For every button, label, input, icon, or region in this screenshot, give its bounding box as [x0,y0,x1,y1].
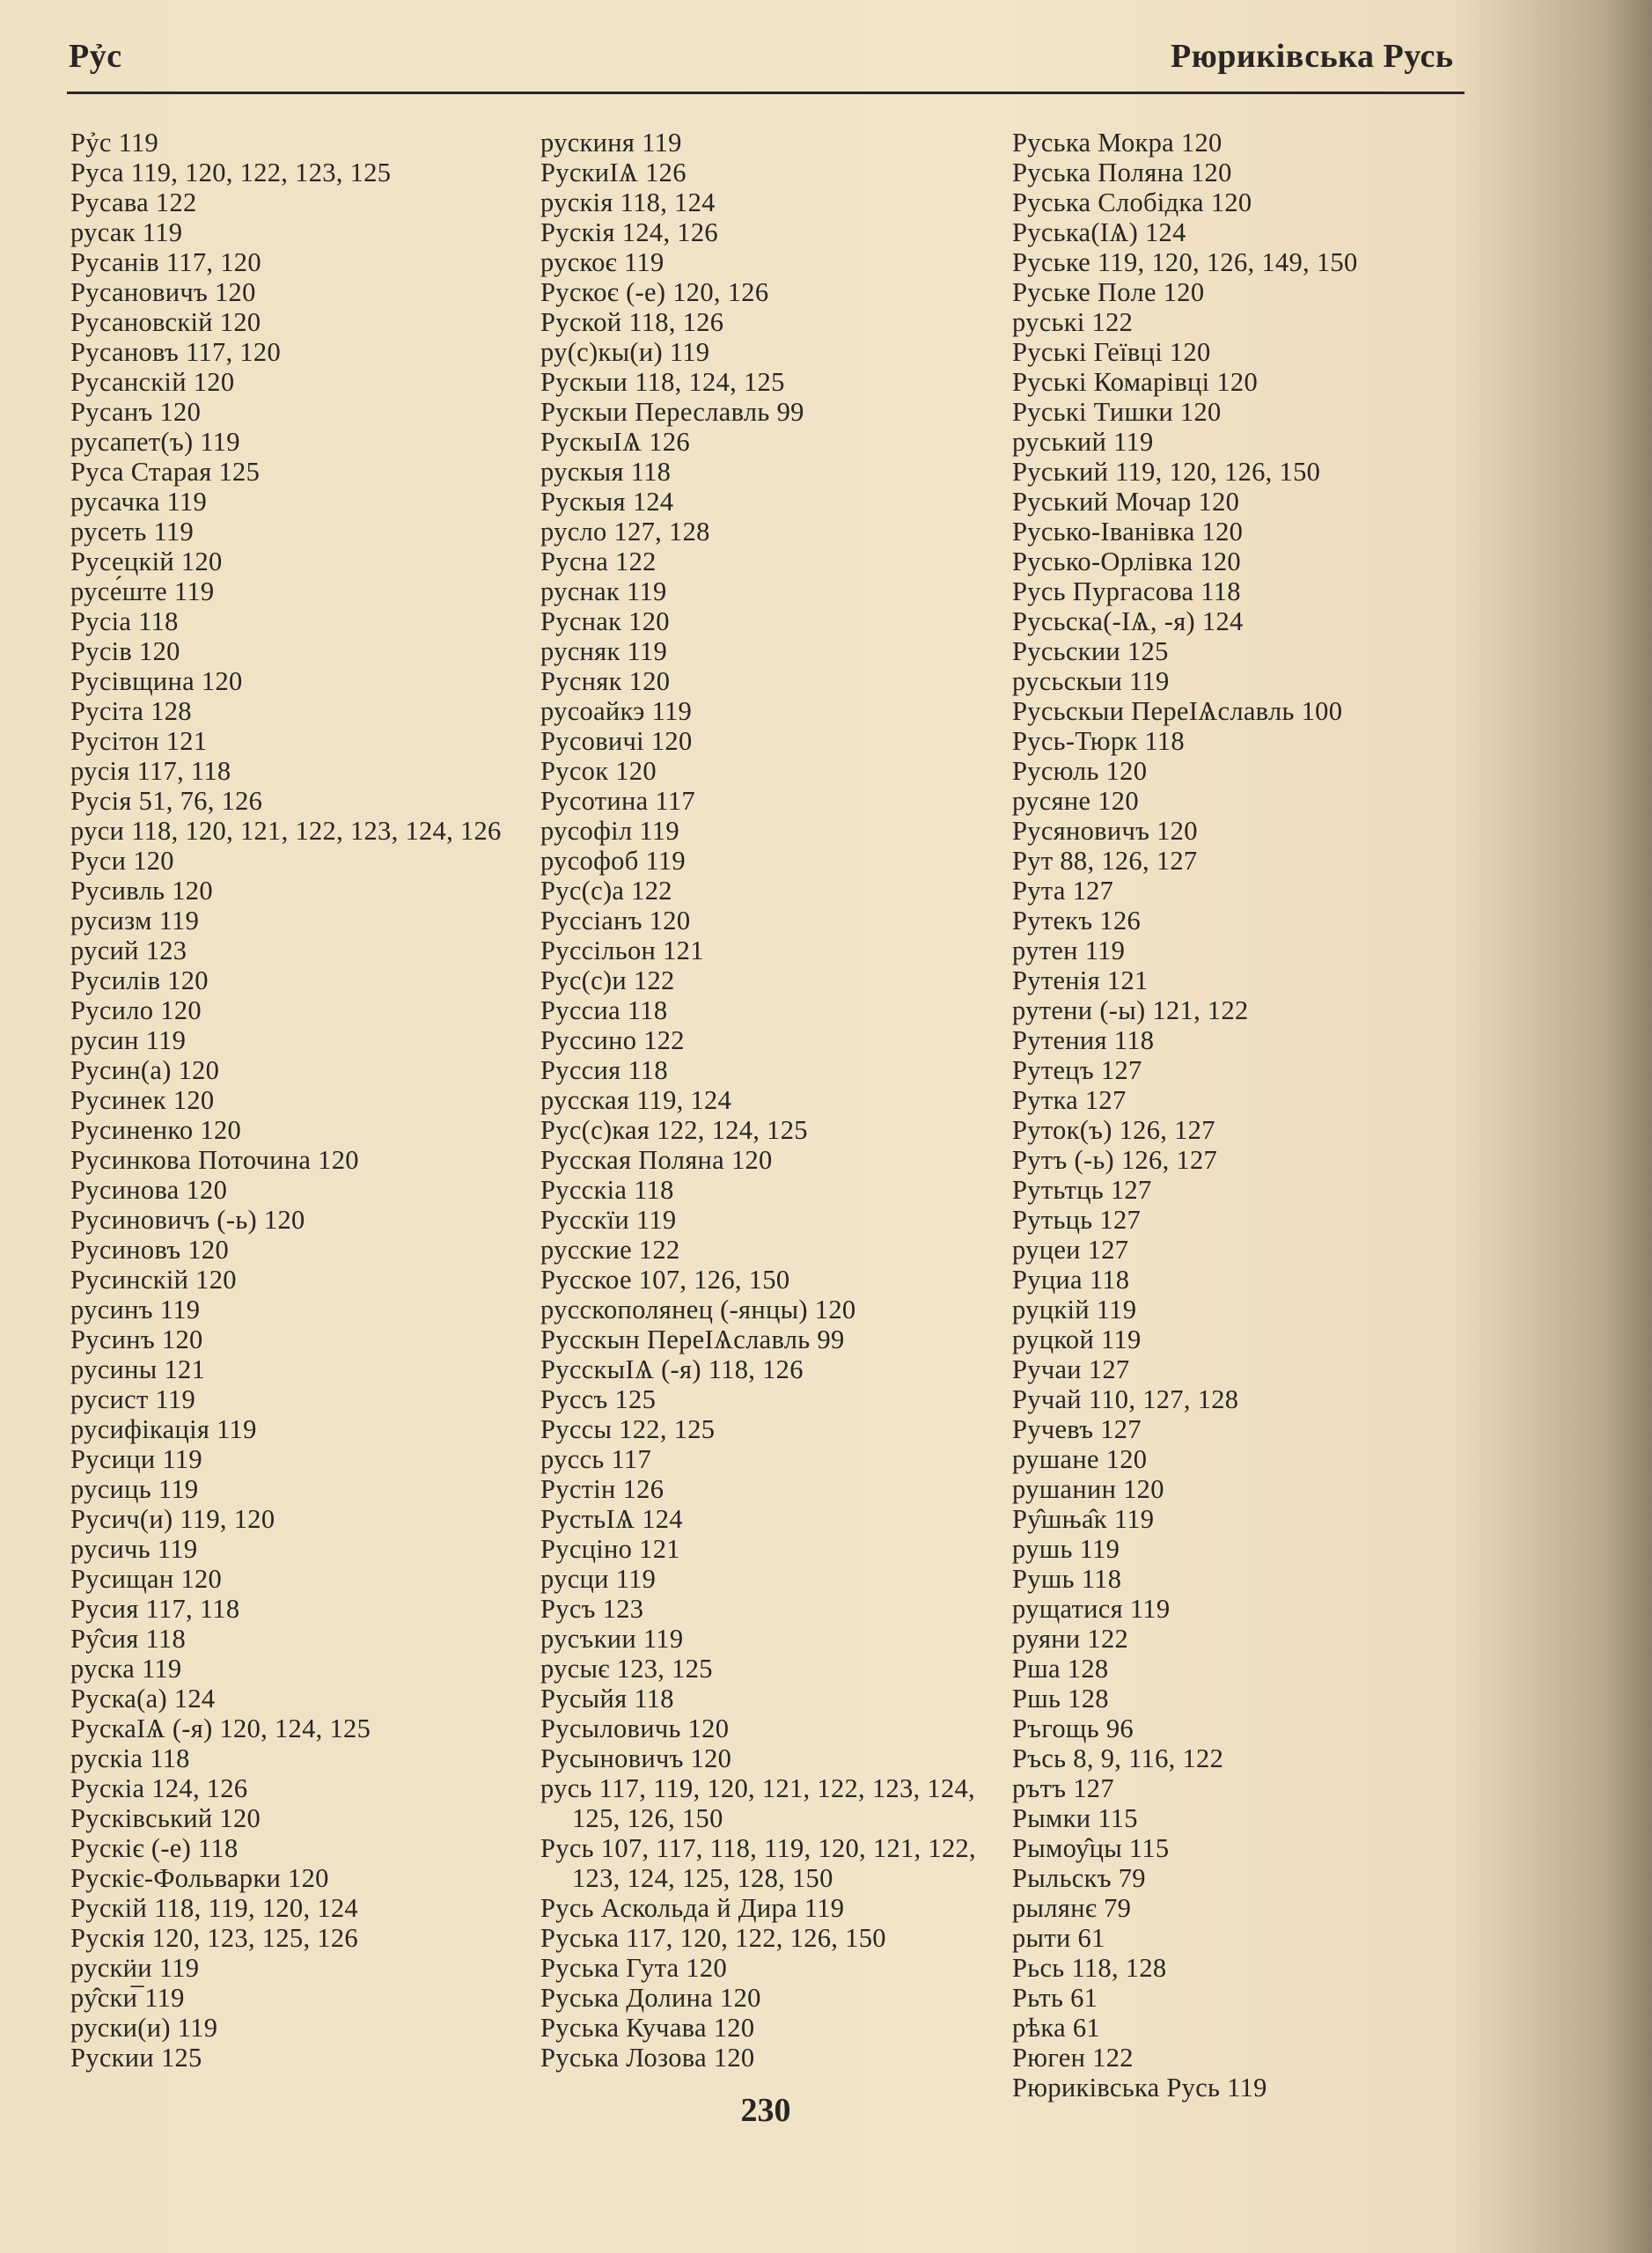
index-entry: Ру̂сия 118 [70,1624,187,1654]
index-entry: Рус(с)а 122 [540,876,672,906]
index-entry: русеть 119 [70,517,195,547]
running-head-right: Рюриківська Русь [1171,38,1454,75]
index-entry: Русское 107, 126, 150 [540,1265,790,1295]
index-entry: РускиІѦ 126 [540,158,686,187]
index-entry: Русановъ 117, 120 [70,337,281,367]
index-entry: русе́ште 119 [70,576,215,606]
index-entry: Русинкова Поточина 120 [70,1145,359,1175]
index-entry: Рыльскъ 79 [1012,1863,1146,1893]
index-entry: Рускіє-Фольварки 120 [70,1863,329,1893]
index-entry: руцеи 127 [1012,1235,1129,1265]
running-head-left: Рỷс [69,38,122,75]
index-entry: Русава 122 [70,187,197,217]
index-entry: рушане 120 [1012,1444,1148,1474]
index-entry: русист 119 [70,1384,196,1414]
index-entry: руські 122 [1012,307,1134,337]
index-entry: Русило 120 [70,995,202,1025]
index-entry: Рутьць 127 [1012,1205,1142,1235]
index-entry: Рюриківська Русь 119 [1012,2073,1267,2103]
index-entry: РустьІѦ 124 [540,1504,683,1534]
index-entry: Рускоє (-е) 120, 126 [540,277,769,307]
index-entry: Рьть 61 [1012,1983,1098,2013]
index-entry: русичь 119 [70,1534,198,1564]
index-entry: рушанин 120 [1012,1474,1164,1504]
index-entry: Русиненко 120 [70,1115,242,1145]
index-entry: Руські Геївці 120 [1012,337,1211,367]
index-entry: РускаІѦ (-я) 120, 124, 125 [70,1714,371,1743]
index-entry: Рушь 118 [1012,1564,1122,1594]
index-entry: Руссъ 125 [540,1384,657,1414]
index-entry: Рутекъ 126 [1012,906,1142,936]
index-entry: Русь 107, 117, 118, 119, 120, 121, 122, 123, 124, 125, 128, 150 [540,1833,976,1893]
index-entry: Русіта 128 [70,696,192,726]
index-entry: Рымки 115 [1012,1803,1138,1833]
index-entry: Русняк 120 [540,666,671,696]
index-entry: рускія 118, 124 [540,187,716,217]
index-entry: Русьска(-ІѦ, -я) 124 [1012,606,1244,636]
index-entry: Рюген 122 [1012,2043,1134,2073]
index-entry: русинъ 119 [70,1295,201,1325]
index-entry: Руські Комарівці 120 [1012,367,1258,397]
index-entry: Русок 120 [540,756,657,786]
index-entry: Русовичі 120 [540,726,693,756]
index-entry: Руссы 122, 125 [540,1414,716,1444]
index-entry: Рускыя 124 [540,487,674,517]
index-entry: Русивль 120 [70,876,213,906]
index-entry: Русици 119 [70,1444,202,1474]
index-entry: Русітон 121 [70,726,208,756]
index-entry: Русия 117, 118 [70,1594,240,1624]
index-entry: русий 123 [70,936,187,965]
index-entry: русофіл 119 [540,816,679,846]
index-entry: Рускія 120, 123, 125, 126 [70,1923,358,1953]
index-entry: Русів 120 [70,636,180,666]
index-entry: Руска(а) 124 [70,1684,216,1714]
index-entry: Русин(а) 120 [70,1055,220,1085]
index-entry: Рỷс 119 [70,128,159,158]
index-entry: руска 119 [70,1654,182,1684]
index-entry: Рускіє (-е) 118 [70,1833,239,1863]
index-entry: РускыІѦ 126 [540,427,690,457]
index-entry: русак 119 [70,217,183,247]
index-entry: русскополянец (-янцы) 120 [540,1295,856,1325]
index-entry: рускӥи 119 [70,1953,200,1983]
index-entry: Русановскій 120 [70,307,261,337]
index-entry: Руська Лозова 120 [540,2043,755,2073]
index-entry: русины 121 [70,1354,206,1384]
index-entry: Русанів 117, 120 [70,247,261,277]
index-entry: русоайкэ 119 [540,696,693,726]
index-entry: Русинова 120 [70,1175,228,1205]
index-entry: Русіа 118 [70,606,179,636]
index-entry: рускыя 118 [540,457,672,487]
index-entry: Рус(с)кая 122, 124, 125 [540,1115,808,1145]
index-entry: Русецкій 120 [70,547,223,576]
index-entry: Русівщина 120 [70,666,243,696]
index-entry: русин 119 [70,1025,187,1055]
index-entry: Русскын ПереІѦславль 99 [540,1325,845,1354]
index-entry: Русъ 123 [540,1594,644,1624]
index-entry: Русиновъ 120 [70,1235,230,1265]
index-entry: Ръсь 8, 9, 116, 122 [1012,1743,1224,1773]
index-entry: русифікація 119 [70,1414,257,1444]
index-entry: Руський 119, 120, 126, 150 [1012,457,1321,487]
index-entry: Рускіа 124, 126 [70,1773,248,1803]
index-entry: Русановичъ 120 [70,277,256,307]
index-entry: Русищан 120 [70,1564,223,1594]
index-entry: Русьскыи ПереІѦславль 100 [1012,696,1343,726]
index-entry: Ручай 110, 127, 128 [1012,1384,1239,1414]
index-entry: руський 119 [1012,427,1154,457]
index-entry: руски(и) 119 [70,2013,218,2043]
index-entry: Руссиа 118 [540,995,668,1025]
index-entry: русиць 119 [70,1474,199,1504]
index-entry: Русько-Орлівка 120 [1012,547,1241,576]
index-entry: Русскіа 118 [540,1175,674,1205]
page-number: 230 [740,2092,791,2129]
index-entry: русъкии 119 [540,1624,684,1654]
index-entry: русняк 119 [540,636,668,666]
index-entry: Русяновичъ 120 [1012,816,1198,846]
index-entry: Руса Старая 125 [70,457,261,487]
index-entry: рускоє 119 [540,247,664,277]
index-entry: Русилів 120 [70,965,209,995]
index-entry: Русотина 117 [540,786,695,816]
index-column-1 [70,128,528,2073]
index-entry: Руской 118, 126 [540,307,724,337]
index-entry: Рутка 127 [1012,1085,1127,1115]
index-entry: Руси 120 [70,846,174,876]
index-entry: ру̂ски̅ 119 [70,1983,185,2013]
index-entry: Руссино 122 [540,1025,685,1055]
index-entry: Ръгощь 96 [1012,1714,1134,1743]
index-entry: Русія 51, 76, 126 [70,786,263,816]
index-entry: рыти 61 [1012,1923,1105,1953]
index-entry: Руський Мочар 120 [1012,487,1240,517]
index-entry: русыє 123, 125 [540,1654,713,1684]
index-entry: Русыловичь 120 [540,1714,730,1743]
index-entry: Руссільон 121 [540,936,704,965]
index-entry: рушь 119 [1012,1534,1120,1564]
index-entry: руяни 122 [1012,1624,1129,1654]
index-entry: русло 127, 128 [540,517,710,547]
index-entry: Русь-Тюрк 118 [1012,726,1185,756]
index-entry: русские 122 [540,1235,680,1265]
index-entry: Русанскій 120 [70,367,235,397]
index-entry: русофоб 119 [540,846,686,876]
index-entry: русьскыи 119 [1012,666,1170,696]
index-entry: Русанъ 120 [70,397,202,427]
index-entry: Русинскій 120 [70,1265,237,1295]
index-entry: Русь Пургасова 118 [1012,576,1241,606]
index-column-2 [540,128,998,2073]
index-entry: руссь 117 [540,1444,652,1474]
index-entry: Рускыи 118, 124, 125 [540,367,785,397]
index-entry: руснак 119 [540,576,667,606]
index-entry: Руські Тишки 120 [1012,397,1222,427]
index-entry: Рьсь 118, 128 [1012,1953,1167,1983]
index-entry: Ру̂шња̂к 119 [1012,1504,1155,1534]
index-entry: Рутъ (-ь) 126, 127 [1012,1145,1218,1175]
index-entry: Рутецъ 127 [1012,1055,1142,1085]
index-entry: Ршь 128 [1012,1684,1109,1714]
index-entry: русская 119, 124 [540,1085,732,1115]
index-entry: Русыйя 118 [540,1684,674,1714]
index-entry: Русна 122 [540,547,657,576]
index-entry: Рускій 118, 119, 120, 124 [70,1893,358,1923]
index-entry: Ручевъ 127 [1012,1414,1142,1444]
index-entry: русія 117, 118 [70,756,231,786]
index-entry: Руська Мокра 120 [1012,128,1222,158]
index-entry: рускиня 119 [540,128,682,158]
index-entry: Рускія 124, 126 [540,217,718,247]
index-entry: Русинек 120 [70,1085,215,1115]
index-entry: русапет(ъ) 119 [70,427,240,457]
index-entry: Руська(ІѦ) 124 [1012,217,1186,247]
index-entry: руси 118, 120, 121, 122, 123, 124, 126 [70,816,502,846]
index-entry: рътъ 127 [1012,1773,1114,1803]
index-entry: ру(с)кы(и) 119 [540,337,710,367]
index-entry: Рута 127 [1012,876,1114,906]
index-entry: Русь Аскольда й Дира 119 [540,1893,845,1923]
index-entry: Русская Поляна 120 [540,1145,773,1175]
index-entry: Рускии 125 [70,2043,202,2073]
index-entry: Руциа 118 [1012,1265,1130,1295]
index-entry: рылянє 79 [1012,1893,1132,1923]
index-column-3 [1012,128,1470,2103]
index-entry: Руська Гута 120 [540,1953,728,1983]
index-entry: Ручаи 127 [1012,1354,1130,1384]
index-entry: Русьскии 125 [1012,636,1169,666]
index-entry: Рымоу̂цы 115 [1012,1833,1170,1863]
index-entry: Русич(и) 119, 120 [70,1504,275,1534]
index-entry: русачка 119 [70,487,208,517]
index-entry: Русыновичъ 120 [540,1743,732,1773]
index-entry: Руса 119, 120, 122, 123, 125 [70,158,392,187]
index-entry: Рутьтць 127 [1012,1175,1152,1205]
index-entry: рѣка 61 [1012,2013,1100,2043]
header-rule [67,92,1465,94]
index-entry: Руська 117, 120, 122, 126, 150 [540,1923,886,1953]
index-entry: Рускыи Переславль 99 [540,397,804,427]
index-entry: Русинъ 120 [70,1325,203,1354]
index-entry: русци 119 [540,1564,657,1594]
index-entry: РусскыІѦ (-я) 118, 126 [540,1354,804,1384]
index-entry: Руська Слобідка 120 [1012,187,1252,217]
index-entry: Рутенія 121 [1012,965,1149,995]
index-entry: рутени (-ы) 121, 122 [1012,995,1249,1025]
index-entry: Рус(с)и 122 [540,965,675,995]
index-entry: Руська Кучава 120 [540,2013,755,2043]
index-entry: Русько-Іванівка 120 [1012,517,1244,547]
index-entry: Руське 119, 120, 126, 149, 150 [1012,247,1358,277]
index-entry: русизм 119 [70,906,200,936]
index-entry: Русюль 120 [1012,756,1148,786]
index-entry: Русскїи 119 [540,1205,677,1235]
index-entry: Русціно 121 [540,1534,680,1564]
index-entry: русяне 120 [1012,786,1139,816]
index-entry: Рша 128 [1012,1654,1109,1684]
index-entry: Руська Поляна 120 [1012,158,1232,187]
index-entry: Рут 88, 126, 127 [1012,846,1198,876]
index-entry: Русиновичъ (-ь) 120 [70,1205,305,1235]
index-entry: Рустін 126 [540,1474,664,1504]
index-entry: русь 117, 119, 120, 121, 122, 123, 124, 125, 126, 150 [540,1773,975,1833]
index-entry: руцкій 119 [1012,1295,1137,1325]
index-entry: рущатися 119 [1012,1594,1171,1624]
index-entry: рускіа 118 [70,1743,190,1773]
index-entry: руцкой 119 [1012,1325,1142,1354]
index-entry: рутен 119 [1012,936,1126,965]
index-entry: Руська Долина 120 [540,1983,761,2013]
index-entry: Руснак 120 [540,606,670,636]
index-entry: Руссия 118 [540,1055,668,1085]
index-entry: Русківський 120 [70,1803,261,1833]
index-entry: Руток(ъ) 126, 127 [1012,1115,1215,1145]
index-entry: Руське Поле 120 [1012,277,1205,307]
index-entry: Руссіанъ 120 [540,906,691,936]
index-entry: Рутения 118 [1012,1025,1155,1055]
